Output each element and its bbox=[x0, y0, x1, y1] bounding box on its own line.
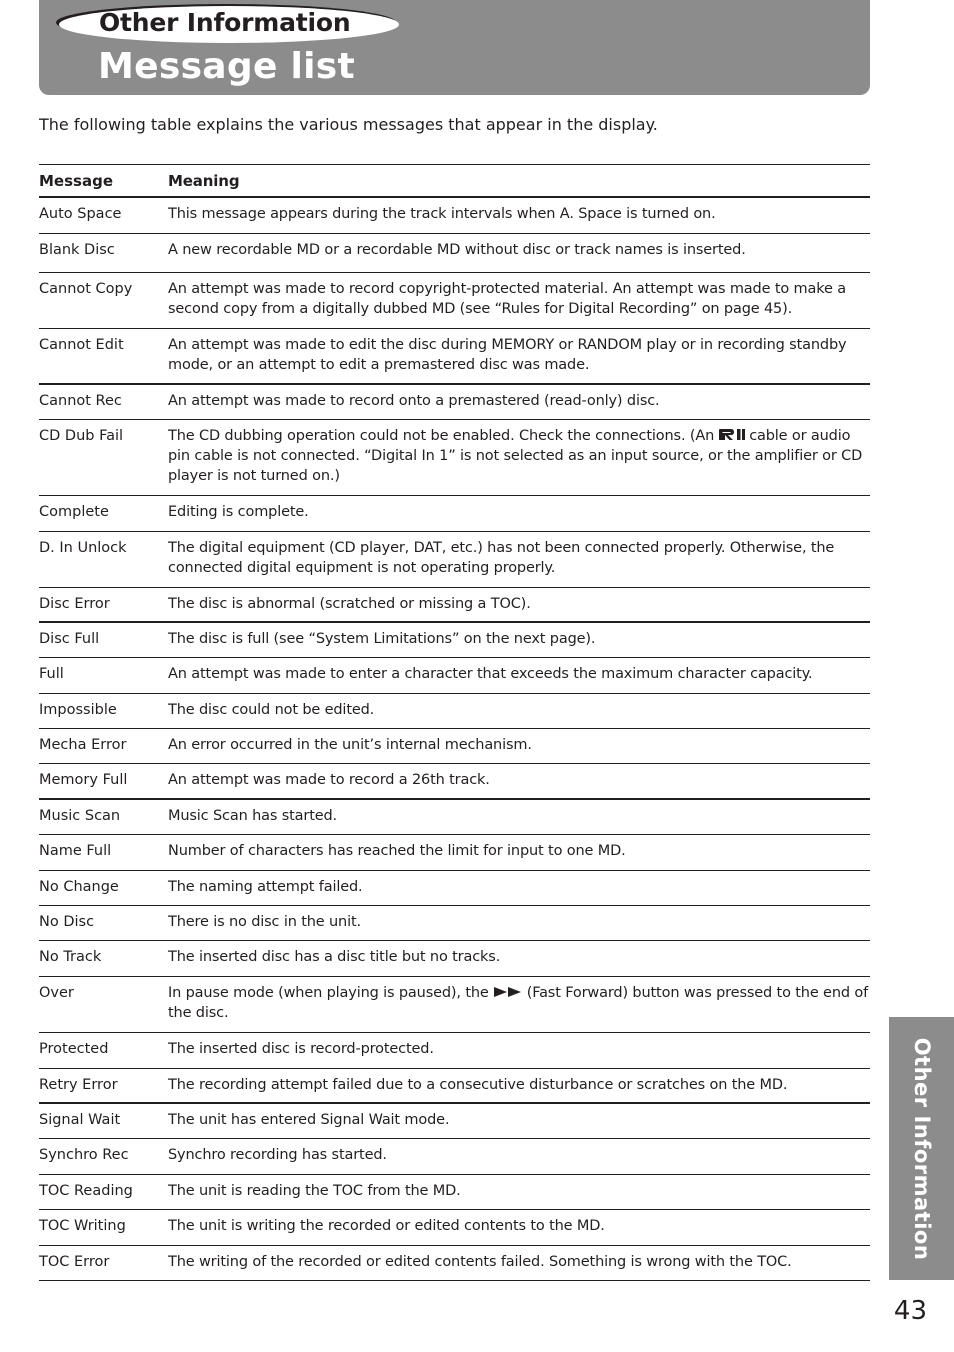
meaning-cell bbox=[168, 983, 870, 1023]
message-cell: TOC Writing bbox=[39, 1218, 126, 1234]
meaning-cell: The recording attempt failed due to a consecutive disturbance or scratches on the MD. bbox=[168, 1077, 788, 1093]
message-cell: Music Scan bbox=[39, 808, 121, 824]
meaning-text: The CD dubbing operation could not be enabled. Check the connections. (An bbox=[168, 428, 715, 444]
meaning-cell bbox=[168, 426, 870, 486]
table-row bbox=[39, 694, 870, 729]
message-cell: No Change bbox=[39, 879, 119, 895]
section-title: Other Information bbox=[99, 8, 351, 37]
meaning-cell: An error occurred in the unit’s internal mechanism. bbox=[168, 737, 532, 753]
meaning-text: cable or audio pin cable is not connected. “Digital In 1” is not selected as an input source, or the amplifier or CD player is not turned on.) bbox=[168, 428, 863, 484]
table-row bbox=[39, 871, 870, 906]
column-header-message: Message bbox=[39, 171, 113, 190]
table-row bbox=[39, 329, 870, 385]
table-row bbox=[39, 658, 870, 694]
table-row bbox=[39, 198, 870, 234]
table-row bbox=[39, 420, 870, 496]
side-section-tab bbox=[889, 1017, 954, 1280]
table-row bbox=[39, 1033, 870, 1069]
message-cell: Disc Full bbox=[39, 631, 100, 647]
message-cell: Blank Disc bbox=[39, 242, 115, 258]
table-row bbox=[39, 532, 870, 588]
message-cell: Complete bbox=[39, 504, 109, 520]
message-cell: Over bbox=[39, 985, 74, 1001]
page-number: 43 bbox=[893, 1296, 927, 1326]
meaning-cell: Editing is complete. bbox=[168, 504, 309, 520]
message-cell: Protected bbox=[39, 1041, 109, 1057]
table-row bbox=[39, 385, 870, 420]
intro-text: The following table explains the various messages that appear in the display. bbox=[39, 115, 658, 134]
table-row bbox=[39, 1246, 870, 1281]
message-cell: Impossible bbox=[39, 702, 117, 718]
meaning-cell: The writing of the recorded or edited contents failed. Something is wrong with the TOC. bbox=[168, 1254, 792, 1270]
message-cell: Auto Space bbox=[39, 206, 122, 222]
meaning-cell: Number of characters has reached the limit for input to one MD. bbox=[168, 843, 626, 859]
message-cell: TOC Error bbox=[39, 1254, 110, 1270]
message-cell: Mecha Error bbox=[39, 737, 127, 753]
meaning-text: (Fast Forward) button was pressed to the end of the disc. bbox=[168, 985, 869, 1021]
column-header-meaning: Meaning bbox=[168, 171, 240, 190]
meaning-cell: The unit is reading the TOC from the MD. bbox=[168, 1183, 461, 1199]
message-cell: Disc Error bbox=[39, 596, 110, 612]
table-row bbox=[39, 1175, 870, 1210]
message-cell: Signal Wait bbox=[39, 1112, 121, 1128]
side-tab-label: Other Information bbox=[909, 1037, 934, 1260]
message-cell: No Track bbox=[39, 949, 102, 965]
table-row bbox=[39, 623, 870, 658]
message-cell: Synchro Rec bbox=[39, 1147, 129, 1163]
fast-forward-icon bbox=[493, 984, 523, 996]
meaning-cell: The unit is writing the recorded or edited contents to the MD. bbox=[168, 1218, 605, 1234]
meaning-cell: The disc could not be edited. bbox=[168, 702, 375, 718]
page-header bbox=[39, 0, 870, 95]
table-row bbox=[39, 1104, 870, 1139]
meaning-cell: Synchro recording has started. bbox=[168, 1147, 387, 1163]
message-cell: Cannot Copy bbox=[39, 281, 133, 297]
message-cell: Name Full bbox=[39, 843, 112, 859]
meaning-cell: An attempt was made to record a 26th track. bbox=[168, 772, 490, 788]
table-row bbox=[39, 835, 870, 871]
message-cell: Retry Error bbox=[39, 1077, 118, 1093]
meaning-cell: The naming attempt failed. bbox=[168, 879, 363, 895]
meaning-cell: The inserted disc is record-protected. bbox=[168, 1041, 434, 1057]
ri-logo-icon bbox=[718, 427, 745, 440]
meaning-cell: The disc is full (see “System Limitations” on the next page). bbox=[168, 631, 596, 647]
meaning-cell: This message appears during the track intervals when A. Space is turned on. bbox=[168, 206, 716, 222]
table-row bbox=[39, 496, 870, 532]
message-cell: Cannot Edit bbox=[39, 337, 124, 353]
table-body bbox=[39, 198, 870, 1281]
table-row bbox=[39, 1069, 870, 1104]
message-cell: Cannot Rec bbox=[39, 393, 122, 409]
message-cell: D. In Unlock bbox=[39, 540, 127, 556]
table-row bbox=[39, 764, 870, 800]
meaning-cell: An attempt was made to record copyright-protected material. An attempt was made to make a second copy from a digitally dubbed MD (see “Rules for Digital Recording” on page 45). bbox=[168, 281, 846, 317]
meaning-cell: The disc is abnormal (scratched or missing a TOC). bbox=[168, 596, 531, 612]
table-row bbox=[39, 906, 870, 941]
page-title: Message list bbox=[98, 46, 356, 87]
meaning-cell: An attempt was made to record onto a premastered (read-only) disc. bbox=[168, 393, 660, 409]
message-table bbox=[39, 164, 870, 1281]
table-row bbox=[39, 234, 870, 273]
message-cell: CD Dub Fail bbox=[39, 428, 124, 444]
meaning-cell: The unit has entered Signal Wait mode. bbox=[168, 1112, 450, 1128]
message-cell: Full bbox=[39, 666, 64, 682]
table-row bbox=[39, 273, 870, 329]
table-row bbox=[39, 800, 870, 835]
meaning-cell: There is no disc in the unit. bbox=[168, 914, 361, 930]
message-cell: Memory Full bbox=[39, 772, 128, 788]
table-row bbox=[39, 588, 870, 623]
meaning-cell: An attempt was made to enter a character that exceeds the maximum character capacity. bbox=[168, 666, 813, 682]
table-row bbox=[39, 977, 870, 1033]
meaning-cell: The digital equipment (CD player, DAT, etc.) has not been connected properly. Otherwise, the connected digital equipment is not operating properly. bbox=[168, 540, 835, 576]
table-row bbox=[39, 729, 870, 764]
meaning-cell: Music Scan has started. bbox=[168, 808, 338, 824]
message-cell: TOC Reading bbox=[39, 1183, 133, 1199]
table-row bbox=[39, 1210, 870, 1246]
table-header bbox=[39, 165, 870, 198]
message-cell: No Disc bbox=[39, 914, 95, 930]
table-row bbox=[39, 1139, 870, 1175]
meaning-text: In pause mode (when playing is paused), the bbox=[168, 985, 489, 1001]
meaning-cell: An attempt was made to edit the disc during MEMORY or RANDOM play or in recording standby mode, or an attempt to edit a premastered disc was made. bbox=[168, 337, 847, 373]
meaning-cell: A new recordable MD or a recordable MD without disc or track names is inserted. bbox=[168, 242, 746, 258]
meaning-cell: The inserted disc has a disc title but no tracks. bbox=[168, 949, 501, 965]
table-row bbox=[39, 941, 870, 977]
